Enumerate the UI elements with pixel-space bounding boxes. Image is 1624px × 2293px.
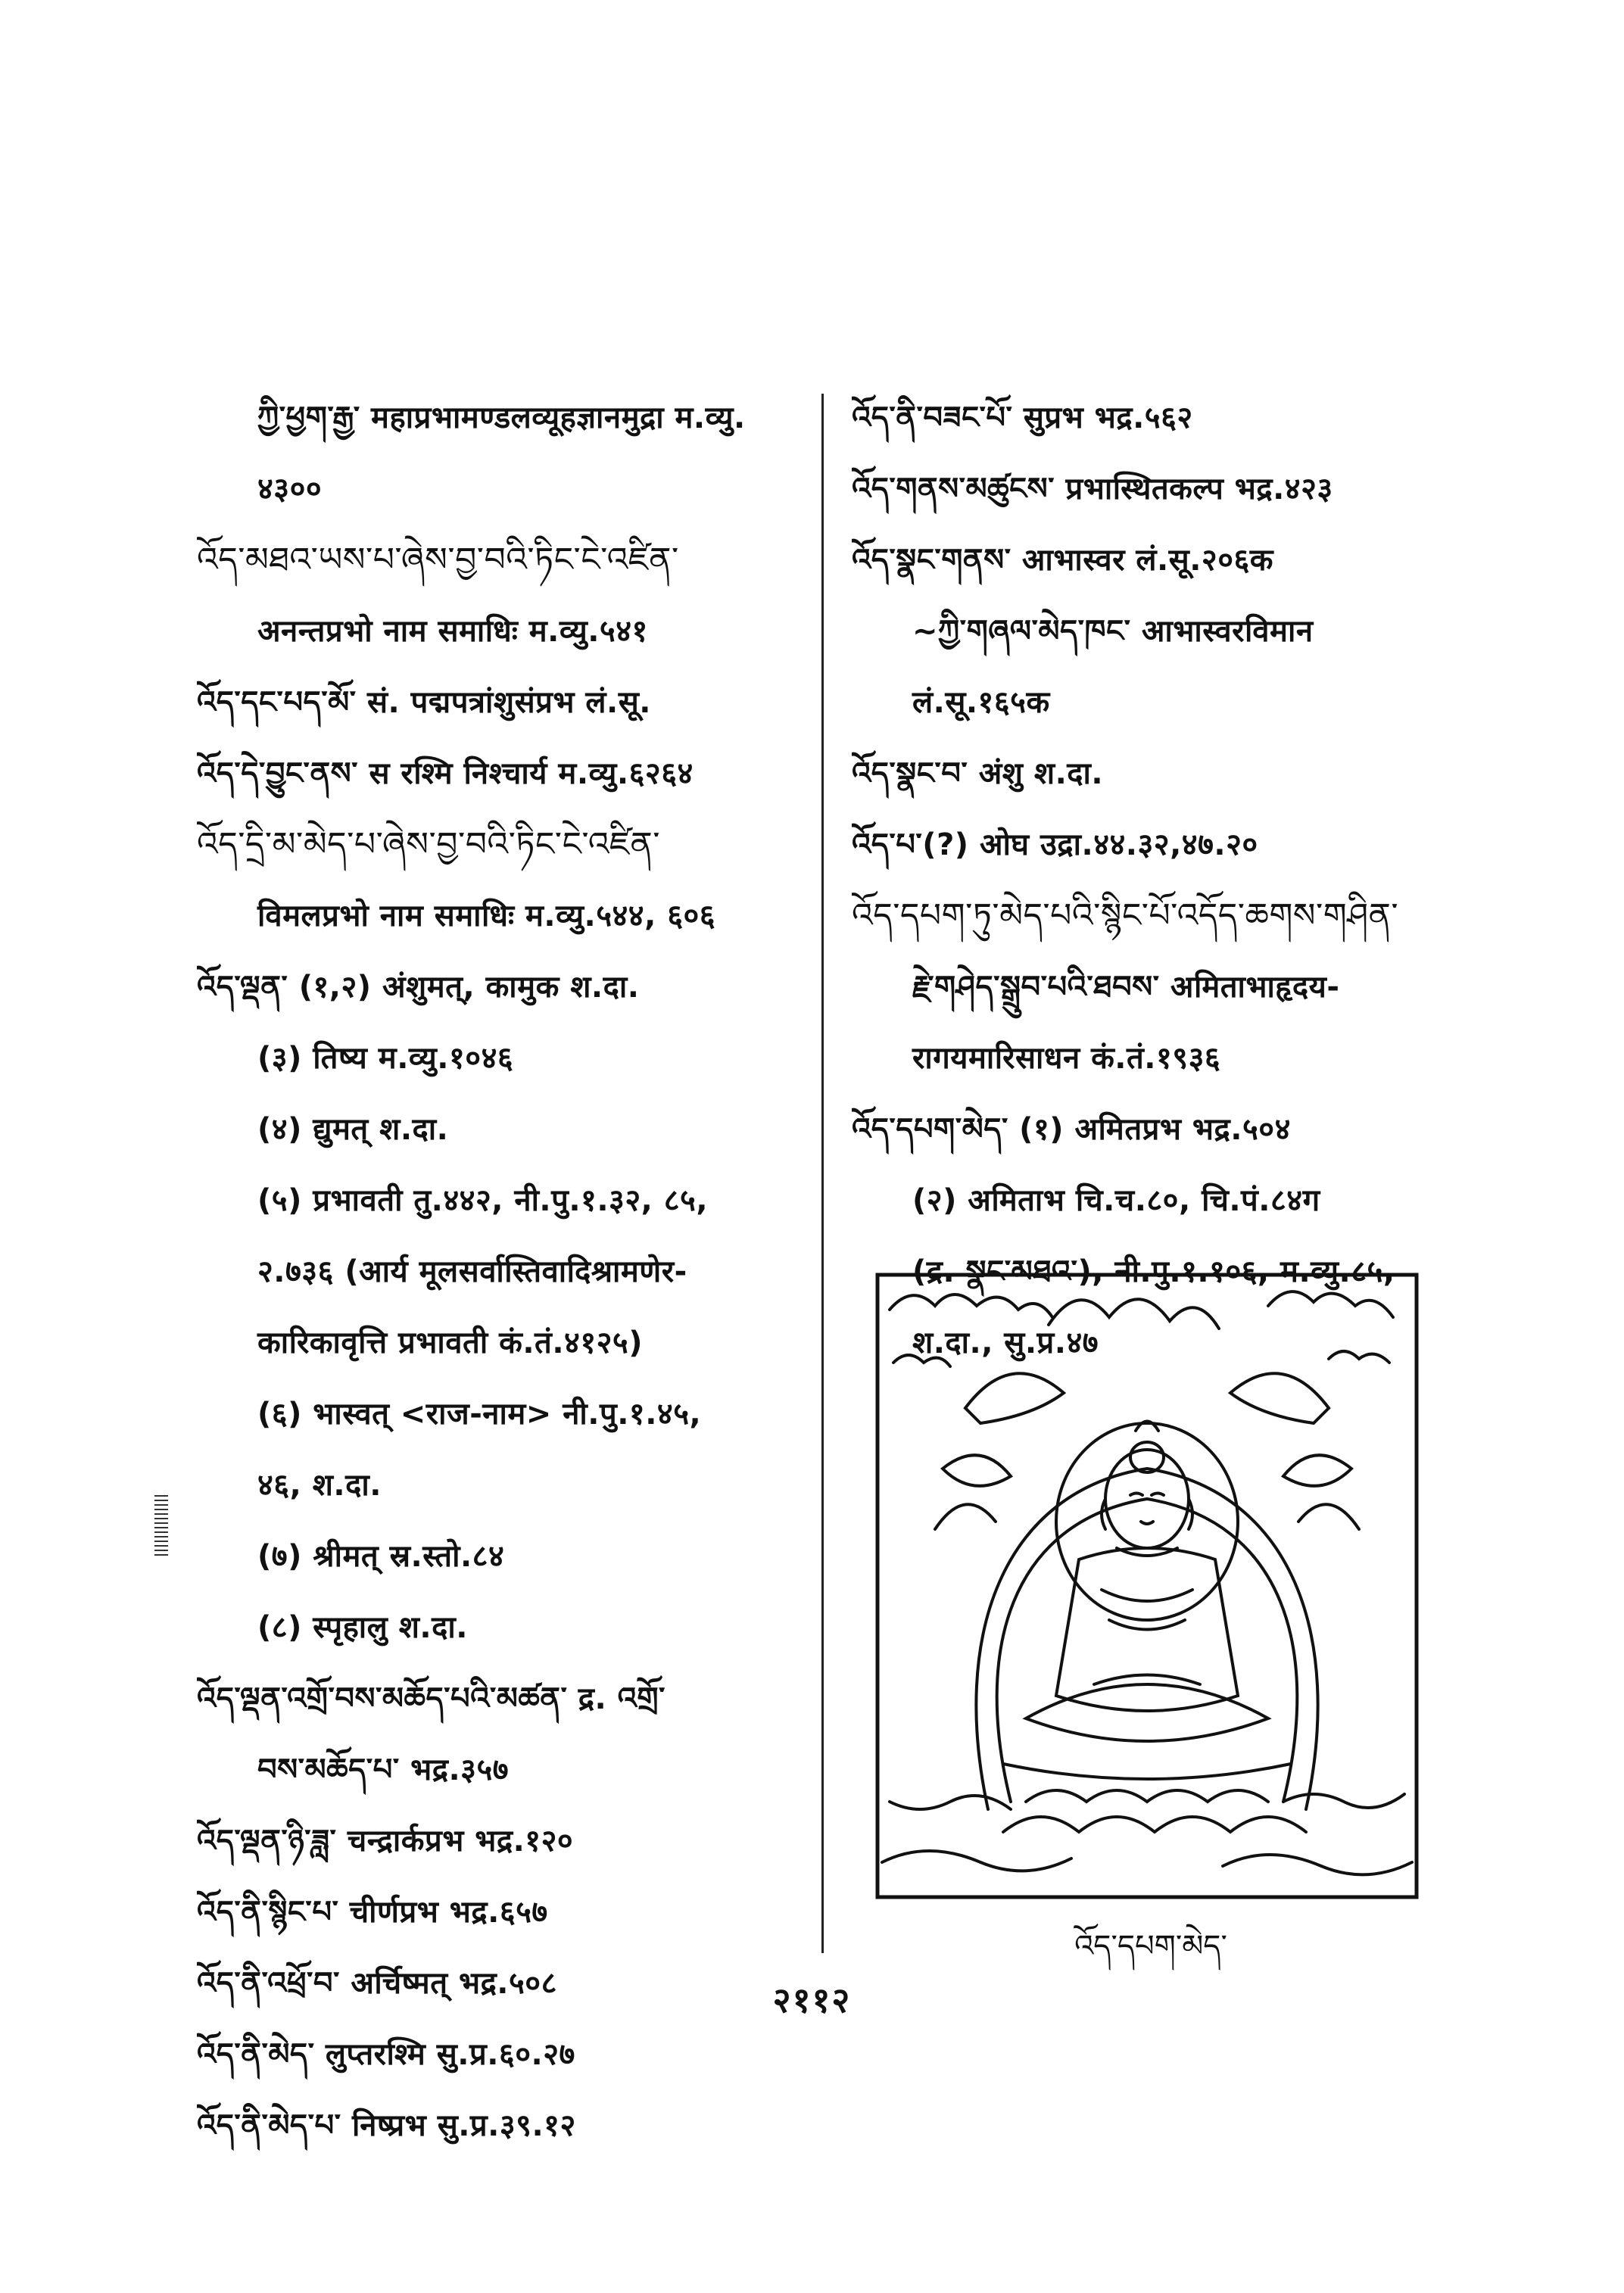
page-number: २११२ — [772, 1980, 852, 2020]
entry-line: लं.सू.१६५क — [912, 685, 1050, 720]
left-column — [197, 382, 803, 2161]
entry-line: འོད་དཔག་མེད་ (१) अमितप्रभ भद्र.५०४ — [852, 1112, 1291, 1147]
entry-line: འོད་ནི་བཟང་པོ་ सुप्रभ भद्र.५६२ — [852, 400, 1193, 435]
entry-line: འོད་དེ་བྱུང་ནས་ स रश्मि निश्चार्य म.व्यु.६२६४ — [197, 756, 694, 791]
entry-line: श.दा., सु.प्र.४७ — [912, 1326, 1099, 1360]
entry-line: འོད་ནི་མེད་ लुप्तरश्मि सु.प्र.६०.२७ — [197, 2037, 575, 2072]
entry-line: कारिकावृत्ति प्रभावती कं.तं.४१२५) — [257, 1326, 644, 1360]
buddha-illustration — [874, 1272, 1420, 1900]
figure-caption: འོད་དཔག་མེད་ — [1074, 1929, 1227, 1964]
entry-line: འོད་ནི་མེད་པ་ निष्प्रभ सु.प्र.३९.१२ — [197, 2108, 576, 2143]
entry-line: अनन्तप्रभो नाम समाधिः म.व्यु.५४१ — [257, 614, 648, 649]
entry-line: རྗེ་གཤེད་སྒྲུབ་པའི་ཐབས་ अमिताभाहृदय- — [912, 970, 1340, 1005]
entry-line: (२) अमिताभ चि.च.८०, चि.पं.८४ग — [912, 1183, 1320, 1218]
entry-line: (५) प्रभावती तु.४४२, नी.पु.१.३२, ८५, — [257, 1183, 709, 1218]
entry-line: འོད་ནི་སྙིང་པ་ चीर्णप्रभ भद्र.६५७ — [197, 1895, 548, 1930]
entry-line: विमलप्रभो नाम समाधिः म.व्यु.५४४, ६०६ — [257, 899, 716, 933]
entry-line: འོད་དང་པད་མོ་ सं. पद्मपत्रांशुसंप्रभ लं.सू. — [197, 685, 651, 720]
entry-line: रागयमारिसाधन कं.तं.१९३६ — [912, 1041, 1221, 1076]
entry-line: २.७३६ (आर्य मूलसर्वास्तिवादिश्रामणेर- — [257, 1254, 687, 1289]
entry-line: ~ཀྱི་གཞལ་མེད་ཁང་ आभास्वरविमान — [912, 614, 1314, 649]
entry-line: འོད་པ་(?) ओघ उद्रा.४४.३२,४७.२० — [852, 827, 1258, 862]
entry-line: (६) भास्वत् <राज-नाम> नी.पु.१.४५, — [257, 1397, 702, 1432]
right-column — [852, 382, 1450, 1379]
entry-line: འོད་དྲི་མ་མེད་པ་ཞེས་བྱ་བའི་ཏིང་ངེ་འཛིན་ — [197, 825, 660, 864]
column-divider — [821, 394, 824, 1953]
entry-line: འོད་མཐའ་ཡས་པ་ཞེས་བྱ་བའི་ཏིང་ངེ་འཛིན་ — [197, 541, 679, 579]
entry-line: འོད་ལྡན་ (१,२) अंशुमत्, कामुक श.दा. — [197, 970, 640, 1005]
entry-line: ཀྱི་ཕྱག་རྒྱ་ महाप्रभामण्डलव्यूहज्ञानमुद्रा म.व्यु. — [257, 400, 746, 435]
entry-line: (८) स्पृहालु श.दा. — [257, 1610, 468, 1645]
entry-line: ४३०० — [257, 472, 323, 506]
entry-line: འོད་ལྡན་འགྲོ་བས་མཆོད་པའི་མཚན་ द्र. འགྲོ་ — [197, 1681, 665, 1716]
entry-line: འོད་དཔག་ཏུ་མེད་པའི་སྙིང་པོ་འདོད་ཆགས་གཤིན་ — [852, 896, 1399, 935]
entry-line: འོད་ནི་འཕྲོ་བ་ अर्चिष्मत् भद्र.५०८ — [197, 1966, 557, 2001]
entry-line: འོད་གནས་མཚུངས་ प्रभास्थितकल्प भद्र.४२३ — [852, 472, 1333, 506]
margin-tick-marks — [154, 1495, 168, 1556]
entry-line: (३) तिष्य म.व्यु.१०४६ — [257, 1041, 514, 1076]
entry-line: (७) श्रीमत् स्र.स्तो.८४ — [257, 1539, 505, 1574]
entry-line: འོད་ལྡན་ཉི་ཟླ་ चन्द्रार्कप्रभ भद्र.१२० — [197, 1824, 574, 1858]
entry-line: (४) द्युमत् श.दा. — [257, 1112, 449, 1147]
entry-line: འོད་སྣང་གནས་ आभास्वर लं.सू.२०६क — [852, 543, 1274, 578]
entry-line: འོད་སྣང་བ་ अंशु श.दा. — [852, 756, 1104, 791]
entry-line: (द्र. སྣང་མཐའ་), नी.पु.१.१०६, म.व्यु.८५, — [912, 1254, 1395, 1289]
entry-line: ४६, श.दा. — [257, 1468, 382, 1503]
entry-line: བས་མཆོད་པ་ भद्र.३५७ — [257, 1752, 510, 1787]
